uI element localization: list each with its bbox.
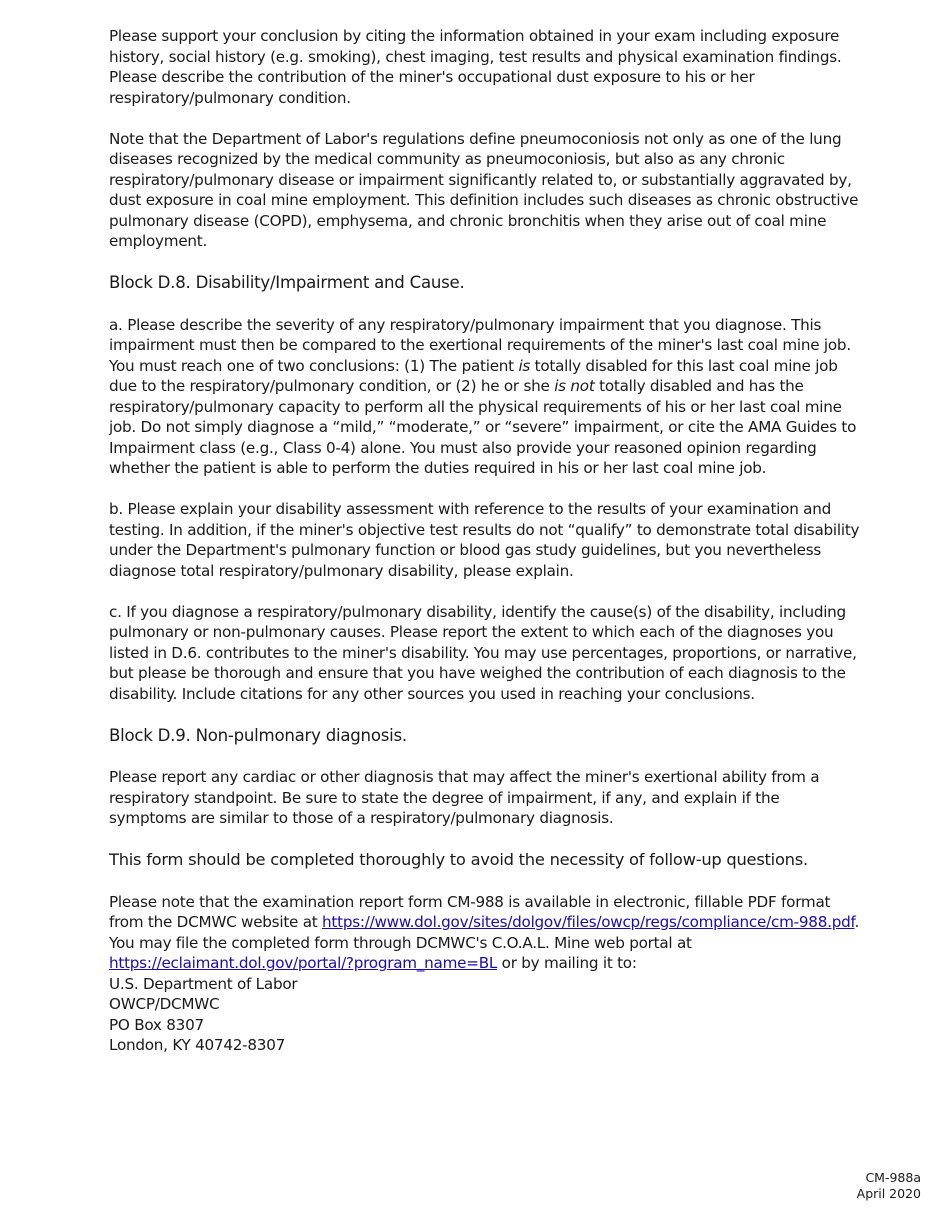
address-line-3: PO Box 8307 bbox=[109, 1015, 204, 1034]
spacer bbox=[109, 108, 861, 129]
form-date: April 2020 bbox=[856, 1186, 921, 1201]
block-d8-paragraph-c: c. If you diagnose a respiratory/pulmonary disability, identify the cause(s) of the disability, including pulmonary or non-pulmonary causes. Please report the extent to which each of the diagnoses you listed in D.6. contributes to the miner's disability. You may use percentages, proportions, or narrative, but please be thorough and ensure that you have weighed the contribution of each diagnosis to the disability. Include citations for any other sources you used in reaching your conclusions. bbox=[109, 602, 857, 703]
cm988-pdf-link[interactable]: https://www.dol.gov/sites/dolgov/files/owcp/regs/compliance/cm-988.pdf bbox=[322, 913, 855, 931]
form-number: CM-988a bbox=[865, 1170, 921, 1185]
d8a-text-3: totally disabled and has the respiratory/pulmonary capacity to perform all the physical requirements of his or her last coal mine job. Do not simply diagnose a “mild,” “moderate,” or “severe” impairment, or cite the AMA Guides to Impairment class (e.g., Class 0-4) alone. You must also provide your reasoned opinion regarding whether the patient is able to perform the duties required in his or her last coal mine job. bbox=[109, 377, 857, 477]
page-footer bbox=[857, 1170, 921, 1202]
eclaimant-portal-link[interactable]: https://eclaimant.dol.gov/portal/?program_name=BL bbox=[109, 954, 498, 972]
spacer bbox=[109, 252, 861, 273]
d8a-emphasis-is-not: is not bbox=[554, 377, 595, 395]
intro-paragraph-2: Note that the Department of Labor's regulations define pneumoconiosis not only as one of the lung diseases recognized by the medical community as pneumoconiosis, but also as any chronic respiratory/pulmonary disease or impairment significantly related to, or substantially aggravated by, dust exposure in coal mine employment. This definition includes such diseases as chronic obstructive pulmonary disease (COPD), emphysema, and chronic bronchitis when they arise out of coal mine employment. bbox=[109, 129, 859, 250]
block-d8-paragraph-b: b. Please explain your disability assessment with reference to the results of your examination and testing. In addition, if the miner's objective test results do not “qualify” to demonstrate total disability under the Department's pulmonary function or blood gas study guidelines, but you nevertheless diagnose total respiratory/pulmonary disability, please explain. bbox=[109, 500, 860, 580]
d8a-text-2: totally disabled for this last coal mine job due to the respiratory/pulmonary condition, or (2) he or she bbox=[109, 356, 838, 395]
address-line-1: U.S. Department of Labor bbox=[109, 974, 298, 993]
block-d9-heading: Block D.9. Non-pulmonary diagnosis. bbox=[109, 725, 407, 745]
document-page bbox=[109, 26, 861, 1056]
block-d9-paragraph: Please report any cardiac or other diagnosis that may affect the miner's exertional ability from a respiratory standpoint. Be sure to state the degree of impairment, if any, and explain if the symptoms are similar to those of a respiratory/pulmonary diagnosis. bbox=[109, 768, 820, 827]
spacer bbox=[109, 871, 861, 892]
d8a-text-1: a. Please describe the severity of any respiratory/pulmonary impairment that you diagnose. This impairment must then be compared to the exertional requirements of the miner's last coal mine job. You must reach one of two conclusions: (1) The patient bbox=[109, 315, 851, 375]
spacer bbox=[109, 829, 861, 850]
completion-note: This form should be completed thoroughly to avoid the necessity of follow-up questions. bbox=[109, 850, 808, 869]
spacer bbox=[109, 294, 861, 315]
block-d8-paragraph-a bbox=[109, 315, 861, 479]
address-line-4: London, KY 40742-8307 bbox=[109, 1036, 286, 1054]
availability-text-3: or by mailing it to: bbox=[497, 954, 637, 972]
intro-paragraph-1: Please support your conclusion by citing the information obtained in your exam including exposure history, social history (e.g. smoking), chest imaging, test results and physical examination findings. Please describe the contribution of the miner's occupational dust exposure to his or her respiratory/pulmonary condition. bbox=[109, 27, 842, 107]
address-line-2: OWCP/DCMWC bbox=[109, 995, 220, 1013]
availability-paragraph bbox=[109, 892, 861, 974]
spacer bbox=[109, 479, 861, 500]
spacer bbox=[109, 747, 861, 768]
spacer bbox=[109, 704, 861, 725]
spacer bbox=[109, 581, 861, 602]
block-d8-heading: Block D.8. Disability/Impairment and Cause. bbox=[109, 273, 465, 292]
d8a-emphasis-is: is bbox=[518, 356, 531, 375]
availability-text-2: . You may file the completed form through DCMWC's C.O.A.L. Mine web portal at bbox=[109, 913, 860, 952]
availability-text-1: Please note that the examination report form CM-988 is available in electronic, fillable PDF format from the DCMWC website at bbox=[109, 892, 831, 931]
